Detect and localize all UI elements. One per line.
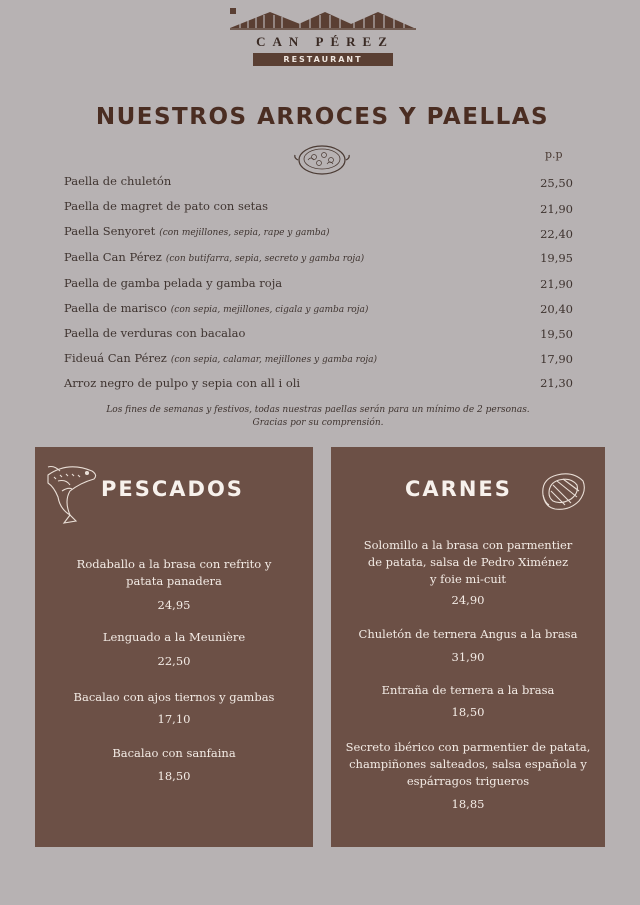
menu-item-price: 22,40 bbox=[540, 227, 573, 241]
dish-price: 18,50 bbox=[157, 769, 191, 783]
pescados-title: PESCADOS bbox=[101, 477, 244, 501]
dish-line: patata panadera bbox=[126, 574, 222, 588]
menu-item bbox=[64, 376, 300, 390]
dish-price: 18,50 bbox=[451, 705, 485, 719]
minimum-persons-note bbox=[0, 404, 636, 429]
menu-item bbox=[64, 301, 368, 315]
dish-line: Bacalao con sanfaina bbox=[112, 746, 236, 760]
fish-icon bbox=[40, 457, 100, 525]
note-line: Los fines de semanas y festivos, todas nuestras paellas serán para un mínimo de 2 personas. bbox=[106, 405, 530, 415]
paella-pan-icon bbox=[294, 138, 350, 180]
menu-item-price: 21,90 bbox=[540, 202, 573, 216]
menu-item bbox=[64, 174, 171, 188]
steak-icon bbox=[537, 467, 589, 515]
dish-line: Chuletón de ternera Angus a la brasa bbox=[358, 627, 578, 641]
price-per-person-header: p.p bbox=[545, 148, 563, 161]
brand-name: CAN PÉREZ bbox=[256, 34, 394, 49]
carnes-panel bbox=[331, 447, 605, 847]
menu-item-description: (con sepia, mejillones, cigala y gamba roja) bbox=[170, 305, 369, 315]
menu-item bbox=[64, 326, 245, 340]
menu-item-price: 21,90 bbox=[540, 277, 573, 291]
dish-price: 18,85 bbox=[451, 797, 485, 811]
dish-line: de patata, salsa de Pedro Ximénez bbox=[367, 555, 569, 569]
dish-line: Secreto ibérico con parmentier de patata, bbox=[345, 740, 591, 754]
carnes-title: CARNES bbox=[405, 477, 512, 501]
menu-item-price: 25,50 bbox=[540, 176, 573, 190]
dish-name bbox=[35, 745, 313, 762]
menu-item-price: 17,90 bbox=[540, 352, 573, 366]
note-line: Gracias por su comprensión. bbox=[252, 417, 384, 428]
dish-line: Rodaballo a la brasa con refrito y bbox=[76, 557, 272, 571]
menu-item bbox=[64, 250, 364, 264]
dish-line: Lenguado a la Meunière bbox=[102, 630, 246, 644]
dish-price: 24,90 bbox=[451, 593, 485, 607]
menu-item-description: (con sepia, calamar, mejillones y gamba roja) bbox=[170, 355, 378, 365]
dish-name bbox=[35, 689, 313, 706]
menu-item-name: Paella de verduras con bacalao bbox=[64, 326, 246, 340]
menu-item bbox=[64, 224, 330, 238]
dish-name bbox=[35, 556, 313, 590]
menu-item-name: Paella Can Pérez bbox=[64, 250, 162, 264]
pescados-panel bbox=[35, 447, 313, 847]
dish-line: espárragos trigueros bbox=[406, 774, 530, 788]
rice-section-title: NUESTROS ARROCES Y PAELLAS bbox=[95, 104, 550, 130]
dish-line: Solomillo a la brasa con parmentier bbox=[363, 538, 573, 552]
menu-item-name: Paella de chuletón bbox=[64, 174, 172, 188]
menu-item-description: (con mejillones, sepia, rape y gamba) bbox=[159, 228, 330, 238]
menu-item-name: Paella Senyoret bbox=[64, 224, 156, 238]
dish-price: 17,10 bbox=[157, 712, 191, 726]
dish-price: 22,50 bbox=[157, 654, 191, 668]
menu-item bbox=[64, 351, 377, 365]
dish-name bbox=[331, 626, 605, 643]
menu-item-price: 20,40 bbox=[540, 302, 573, 316]
menu-item bbox=[64, 276, 282, 290]
dish-name bbox=[331, 537, 605, 588]
dish-price: 31,90 bbox=[451, 650, 485, 664]
menu-item-name: Arroz negro de pulpo y sepia con all i oli bbox=[64, 376, 301, 390]
brand-subtitle: RESTAURANT bbox=[253, 53, 393, 66]
menu-item-name: Paella de magret de pato con setas bbox=[64, 199, 269, 213]
dish-line: Entraña de ternera a la brasa bbox=[381, 683, 555, 697]
dish-price: 24,95 bbox=[157, 598, 191, 612]
dish-name bbox=[35, 629, 313, 646]
menu-item-price: 19,50 bbox=[540, 327, 573, 341]
dish-line: champiñones salteados, salsa española y bbox=[349, 757, 587, 771]
menu-item bbox=[64, 199, 268, 213]
dish-line: Bacalao con ajos tiernos y gambas bbox=[73, 690, 275, 704]
dish-name bbox=[331, 682, 605, 699]
menu-item-name: Fideuá Can Pérez bbox=[64, 351, 167, 365]
menu-item-name: Paella de marisco bbox=[64, 301, 167, 315]
menu-item-description: (con butifarra, sepia, secreto y gamba roja) bbox=[165, 254, 365, 264]
menu-item-price: 19,95 bbox=[540, 251, 573, 265]
dish-line: y foie mi-cuit bbox=[429, 572, 507, 586]
menu-item-name: Paella de gamba pelada y gamba roja bbox=[64, 276, 283, 290]
dish-name bbox=[331, 739, 605, 790]
menu-item-price: 21,30 bbox=[540, 376, 573, 390]
